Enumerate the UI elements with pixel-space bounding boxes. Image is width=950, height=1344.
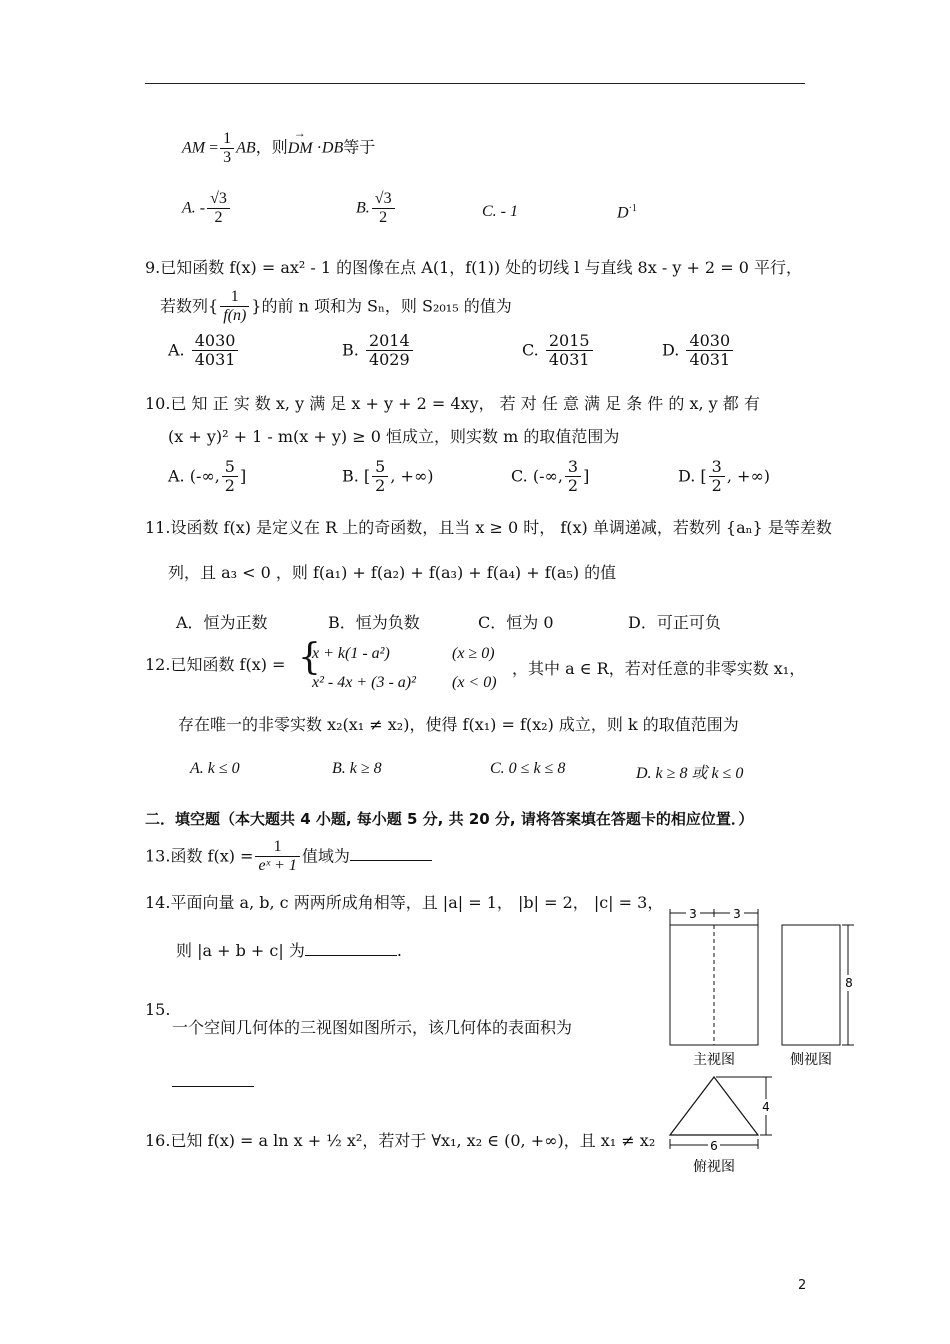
three-view-figure [660, 905, 860, 1180]
q12-case1: x + k(1 - a²) [312, 645, 390, 662]
dim-side-height: 8 [845, 976, 853, 990]
q12-option-a: A. k ≤ 0 [190, 760, 240, 777]
q10-option-b: B. [ $\frac{5}{2}$ , +∞) [342, 457, 434, 496]
dim-front-right: 3 [733, 907, 741, 921]
dim-front-left: 3 [689, 907, 697, 921]
q11-option-a: A．恒为正数 [176, 613, 268, 632]
q10-line2: (x + y)² + 1 - m(x + y) ≥ 0 恒成立，则实数 m 的取值范围为 [168, 427, 620, 446]
dim-top-height: 4 [762, 1100, 770, 1114]
q8-option-d: $D^{\cdot 1}$ [617, 203, 637, 222]
front-view [670, 906, 758, 1045]
q12-line2: 存在唯一的非零实数 x₂(x₁ ≠ x₂)，使得 f(x₁) = f(x₂) 成立，则 k 的取值范围为 [178, 715, 739, 734]
q12-case2: x² - 4x + (3 - a)² [312, 674, 416, 691]
q12-option-b: B. k ≥ 8 [332, 760, 382, 777]
dim-top-width: 6 [710, 1139, 718, 1153]
front-view-label: 主视图 [693, 1052, 735, 1068]
q9-line1: 9.已知函数 f(x) = ax² - 1 的图像在点 A(1，f(1)) 处的切线 l 与直线 8x - y + 2 = 0 平行， [145, 258, 802, 277]
q10-line1: 10.已 知 正 实 数 x, y 满 足 x + y + 2 = 4xy， 若 对 任 意 满 足 条 件 的 x, y 都 有 [145, 394, 760, 413]
q15-answer-blank[interactable] [172, 1086, 254, 1087]
top-view [670, 1077, 772, 1151]
q9-option-b: B. $\frac{2014}{4029}$ [342, 332, 415, 370]
q10-option-c: C. (-∞, $\frac{3}{2}$ ] [511, 457, 590, 496]
q11-line2: 列，且 a₃ < 0 ，则 f(a₁) + f(a₂) + f(a₃) + f(a₄) + f(a₅) 的值 [168, 563, 617, 582]
q16-line: 16.已知 f(x) = a ln x + ½ x²，若对于 ∀x₁, x₂ ∈ (0, +∞)，且 x₁ ≠ x₂ [145, 1131, 656, 1150]
q12-line1-tail: ，其中 a ∈ R，若对任意的非零实数 x₁， [512, 659, 806, 678]
q9-option-c: C. $\frac{2015}{4031}$ [522, 332, 595, 370]
page-number: 2 [798, 1278, 807, 1293]
q9-line2: 若数列{ $\frac{1}{f(n)}$ }的前 n 项和为 Sₙ，则 S₂₀₁₅ 的值为 [160, 288, 512, 325]
q9-option-d: D. $\frac{4030}{4031}$ [662, 332, 735, 370]
q12-brace: { [298, 637, 321, 678]
q8-option-a: A. - $\frac{√3}{2}$ [182, 190, 232, 228]
q9-option-a: A. $\frac{4030}{4031}$ [168, 332, 240, 370]
q10-option-d: D. [ $\frac{3}{2}$ , +∞) [678, 457, 771, 496]
side-view [782, 925, 854, 1045]
header-rule [145, 83, 805, 84]
q11-line1: 11.设函数 f(x) 是定义在 R 上的奇函数，且当 x ≥ 0 时， f(x) 单调递减，若数列 {aₙ} 是等差数 [145, 518, 832, 537]
q12-option-c: C. 0 ≤ k ≤ 8 [490, 760, 566, 777]
q12-line1: 12.已知函数 f(x) = [145, 655, 286, 674]
q14-line2: 则 |a + b + c| 为 . [176, 941, 402, 960]
q13-answer-blank[interactable] [350, 859, 432, 861]
q12-cond1: (x ≥ 0) [452, 645, 495, 662]
q8-stem: AM = $\frac{1}{3}$ AB，则DM → ·DB等于 [182, 125, 376, 167]
q14-answer-blank[interactable] [305, 954, 397, 956]
q13-line: 13.函数 f(x) = $\frac{1}{\text{eˣ + 1}}$ 值域为 [145, 838, 432, 876]
q15-text: 一个空间几何体的三视图如图所示，该几何体的表面积为 [172, 1018, 573, 1037]
q15-num: 15. [145, 1000, 171, 1019]
q10-option-a: A. (-∞, $\frac{5}{2}$ ] [168, 457, 247, 496]
side-view-label: 侧视图 [790, 1052, 832, 1068]
q8-option-b: B. $\frac{√3}{2}$ [356, 190, 397, 228]
q14-line1: 14.平面向量 a, b, c 两两所成角相等，且 |a| = 1， |b| = 2， |c| = 3， [145, 893, 664, 912]
top-view-label: 俯视图 [693, 1159, 735, 1175]
section-2-heading: 二．填空题（本大题共 4 小题, 每小题 5 分, 共 20 分, 请将答案填在答题卡的相应位置．） [145, 810, 754, 828]
q11-option-c: C．恒为 0 [478, 613, 554, 632]
q12-cond2: (x < 0) [452, 674, 497, 691]
q12-option-d: D. k ≥ 8 或 k ≤ 0 [636, 765, 744, 782]
q11-option-b: B．恒为负数 [328, 613, 420, 632]
q8-option-c: C. - 1 [482, 203, 518, 220]
q11-option-d: D．可正可负 [628, 613, 721, 632]
